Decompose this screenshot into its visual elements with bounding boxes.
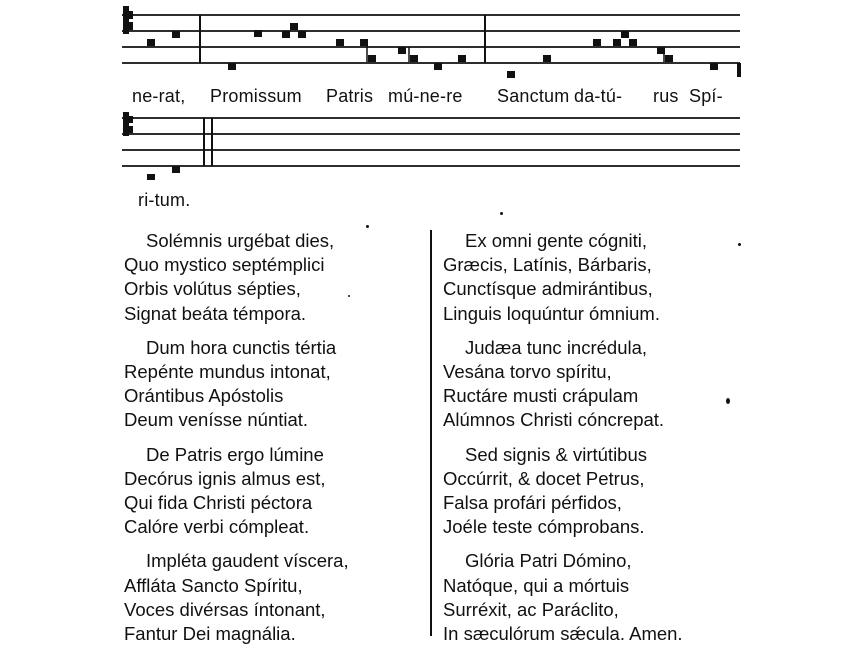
verse-line: Alúmnos Christi cóncrepat. — [443, 409, 665, 431]
verse-line: Decórus ignis almus est, — [124, 467, 326, 489]
lyric-ne-rat: ne-rat, — [132, 86, 186, 106]
staff-2 — [0, 108, 860, 178]
lyric-promissum: Promissum — [210, 86, 302, 106]
verse-line: Deum venísse núntiat. — [124, 409, 309, 431]
stanza — [124, 229, 349, 326]
verse-line: Impléta gaudent víscera, — [146, 550, 349, 572]
verse-line: Natóque, qui a mórtuis — [443, 574, 630, 596]
stanza — [443, 336, 683, 433]
stanza — [443, 229, 683, 326]
stanza — [124, 336, 349, 433]
verse-line: Fantur Dei magnália. — [124, 623, 296, 645]
verse-line: Ex omni gente cógniti, — [465, 230, 648, 251]
verse-line: Surréxit, ac Paráclito, — [443, 598, 619, 620]
staff-1 — [0, 0, 860, 80]
verse-line: Occúrrit, & docet Petrus, — [443, 467, 645, 489]
stanza — [124, 443, 349, 540]
stanza — [124, 549, 349, 646]
verse-line: Affláta Sancto Spíritu, — [124, 574, 303, 596]
verse-line: Dum hora cunctis tértia — [146, 336, 337, 358]
lyric-sanctum: Sanctum — [497, 86, 570, 106]
lyric-patris: Patris — [326, 86, 374, 106]
verse-line: Ructáre musti crápulam — [443, 385, 639, 407]
clef-icon-2 — [123, 112, 133, 136]
verse-line: Falsa profári pérfidos, — [443, 492, 622, 514]
verse-line: Orbis volútus sépties, — [124, 278, 301, 300]
clef-icon — [123, 6, 133, 34]
verse-line: Solémnis urgébat dies, — [146, 230, 335, 251]
hymn-right-column — [443, 229, 683, 656]
verse-line: Vesána torvo spíritu, — [443, 361, 612, 383]
lyric-spi: Spí- — [689, 86, 723, 106]
stanza — [443, 443, 683, 540]
print-speck — [366, 225, 369, 228]
verse-line: Voces divérsas íntonant, — [124, 598, 326, 620]
verse-line: Judæa tunc incrédula, — [465, 336, 648, 358]
verse-line: In sæculórum sǽcula. Amen. — [443, 623, 683, 645]
verse-line: Græcis, Latínis, Bárbaris, — [443, 254, 652, 276]
print-speck — [348, 295, 350, 297]
hymn-left-column — [124, 229, 349, 656]
verse-line: Orántibus Apóstolis — [124, 385, 284, 407]
column-divider — [430, 230, 432, 636]
verse-line: Quo mystico septémplici — [124, 254, 325, 276]
stanza — [443, 549, 683, 646]
verse-line: Cunctísque admirántibus, — [443, 278, 653, 300]
verse-line: De Patris ergo lúmine — [146, 443, 324, 465]
lyric-rus: rus — [653, 86, 679, 106]
verse-line: Sed signis & virtútibus — [465, 443, 648, 465]
verse-line: Linguis loquúntur ómnium. — [443, 302, 660, 324]
lyric-ri-tum: ri-tum. — [138, 190, 191, 210]
print-speck — [726, 398, 730, 404]
lyric-mu-ne-re: mú-ne-re — [388, 86, 463, 106]
lyric-da-tu: da-tú- — [574, 86, 623, 106]
verse-line: Glória Patri Dómino, — [465, 550, 632, 572]
verse-line: Calóre verbi cómpleat. — [124, 516, 310, 538]
print-speck — [738, 243, 741, 246]
verse-line: Signat beáta témpora. — [124, 302, 307, 324]
verse-line: Repénte mundus intonat, — [124, 361, 331, 383]
verse-line: Qui fida Christi péctora — [124, 492, 313, 514]
verse-line: Joéle teste cómprobans. — [443, 516, 645, 538]
print-speck — [500, 212, 503, 215]
neume-notes-2 — [147, 166, 180, 180]
